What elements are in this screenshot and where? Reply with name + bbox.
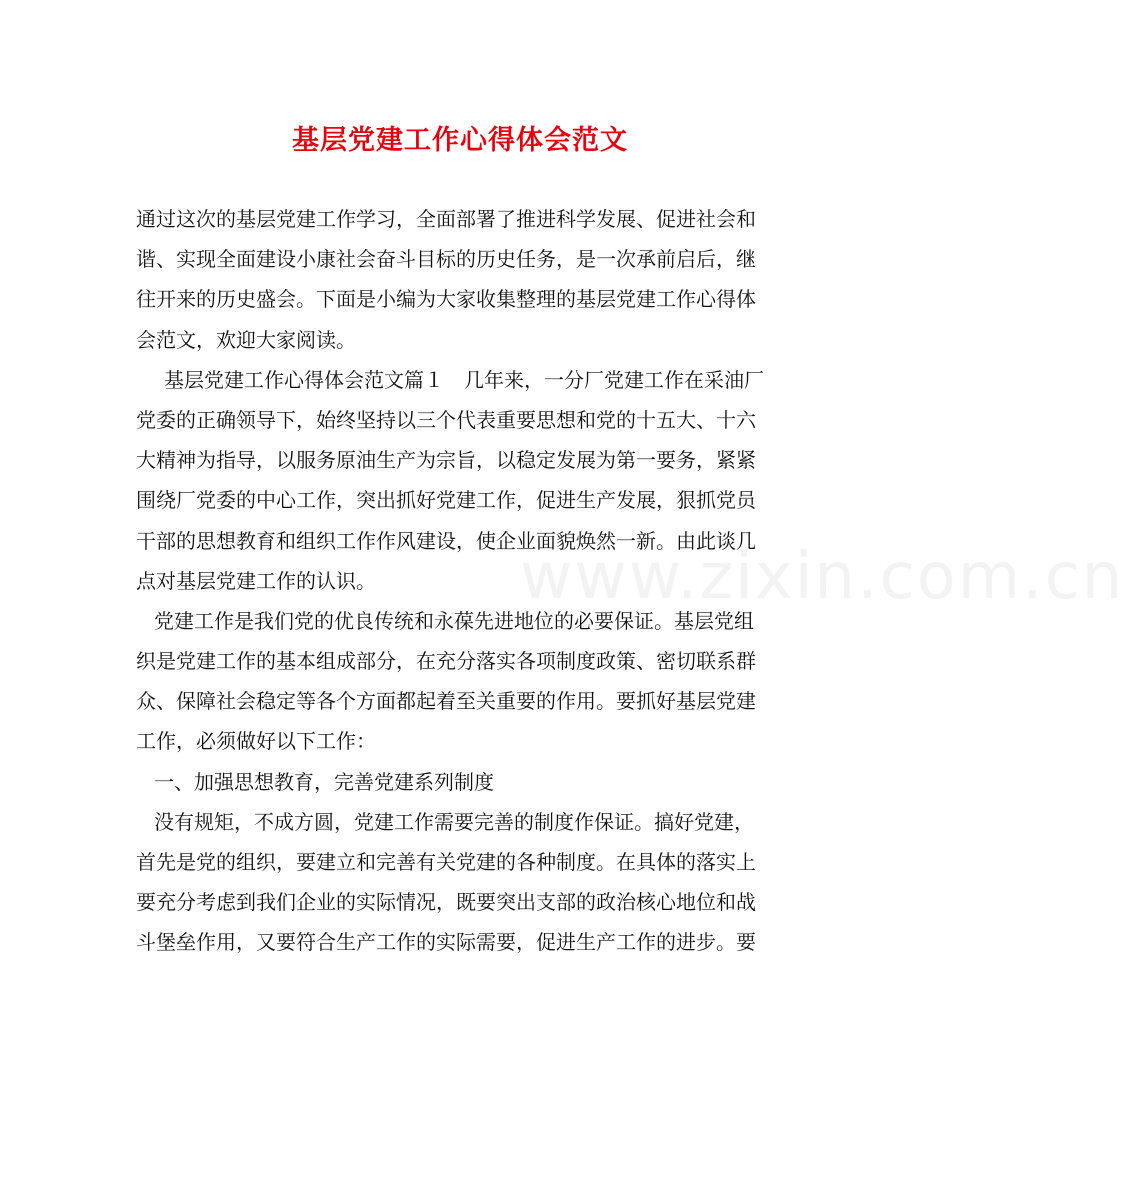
body-line: 党建工作是我们党的优良传统和永葆先进地位的必要保证。基层党组 — [154, 608, 754, 633]
document-body — [136, 199, 790, 963]
watermark: www.zixin.com.cn — [520, 540, 1124, 614]
section-heading: 一、加强思想教育，完善党建系列制度 — [154, 769, 494, 794]
body-line: 会范文，欢迎大家阅读。 — [136, 327, 356, 352]
body-line: 没有规矩，不成方圆，党建工作需要完善的制度作保证。搞好党建， — [154, 809, 754, 834]
body-line: 大精神为指导，以服务原油生产为宗旨，以稳定发展为第一要务，紧紧 — [136, 448, 756, 473]
body-line: 谐、实现全面建设小康社会奋斗目标的历史任务，是一次承前启后，继 — [136, 247, 756, 272]
body-line: 基层党建工作心得体会范文篇１ 几年来，一分厂党建工作在采油厂 — [144, 367, 764, 392]
body-line: 通过这次的基层党建工作学习，全面部署了推进科学发展、促进社会和 — [136, 207, 756, 231]
body-line: 干部的思想教育和组织工作作风建设，使企业面貌焕然一新。由此谈几 — [136, 528, 756, 553]
body-line: 往开来的历史盛会。下面是小编为大家收集整理的基层党建工作心得体 — [136, 287, 756, 312]
body-line: 要充分考虑到我们企业的实际情况，既要突出支部的政治核心地位和战 — [136, 890, 756, 915]
body-line: 点对基层党建工作的认识。 — [136, 568, 376, 593]
body-line: 党委的正确领导下，始终坚持以三个代表重要思想和党的十五大、十六 — [136, 407, 756, 432]
body-line: 工作，必须做好以下工作： — [136, 729, 376, 754]
body-line: 织是党建工作的基本组成部分，在充分落实各项制度政策、密切联系群 — [136, 649, 756, 674]
body-line: 围绕厂党委的中心工作，突出抓好党建工作，促进生产发展，狠抓党员 — [136, 488, 756, 513]
body-line: 众、保障社会稳定等各个方面都起着至关重要的作用。要抓好基层党建 — [136, 689, 756, 714]
body-line: 斗堡垒作用，又要符合生产工作的实际需要，促进生产工作的进步。要 — [136, 930, 756, 955]
document-title: 基层党建工作心得体会范文 — [292, 125, 628, 156]
body-line: 首先是党的组织，要建立和完善有关党建的各种制度。在具体的落实上 — [136, 850, 756, 874]
